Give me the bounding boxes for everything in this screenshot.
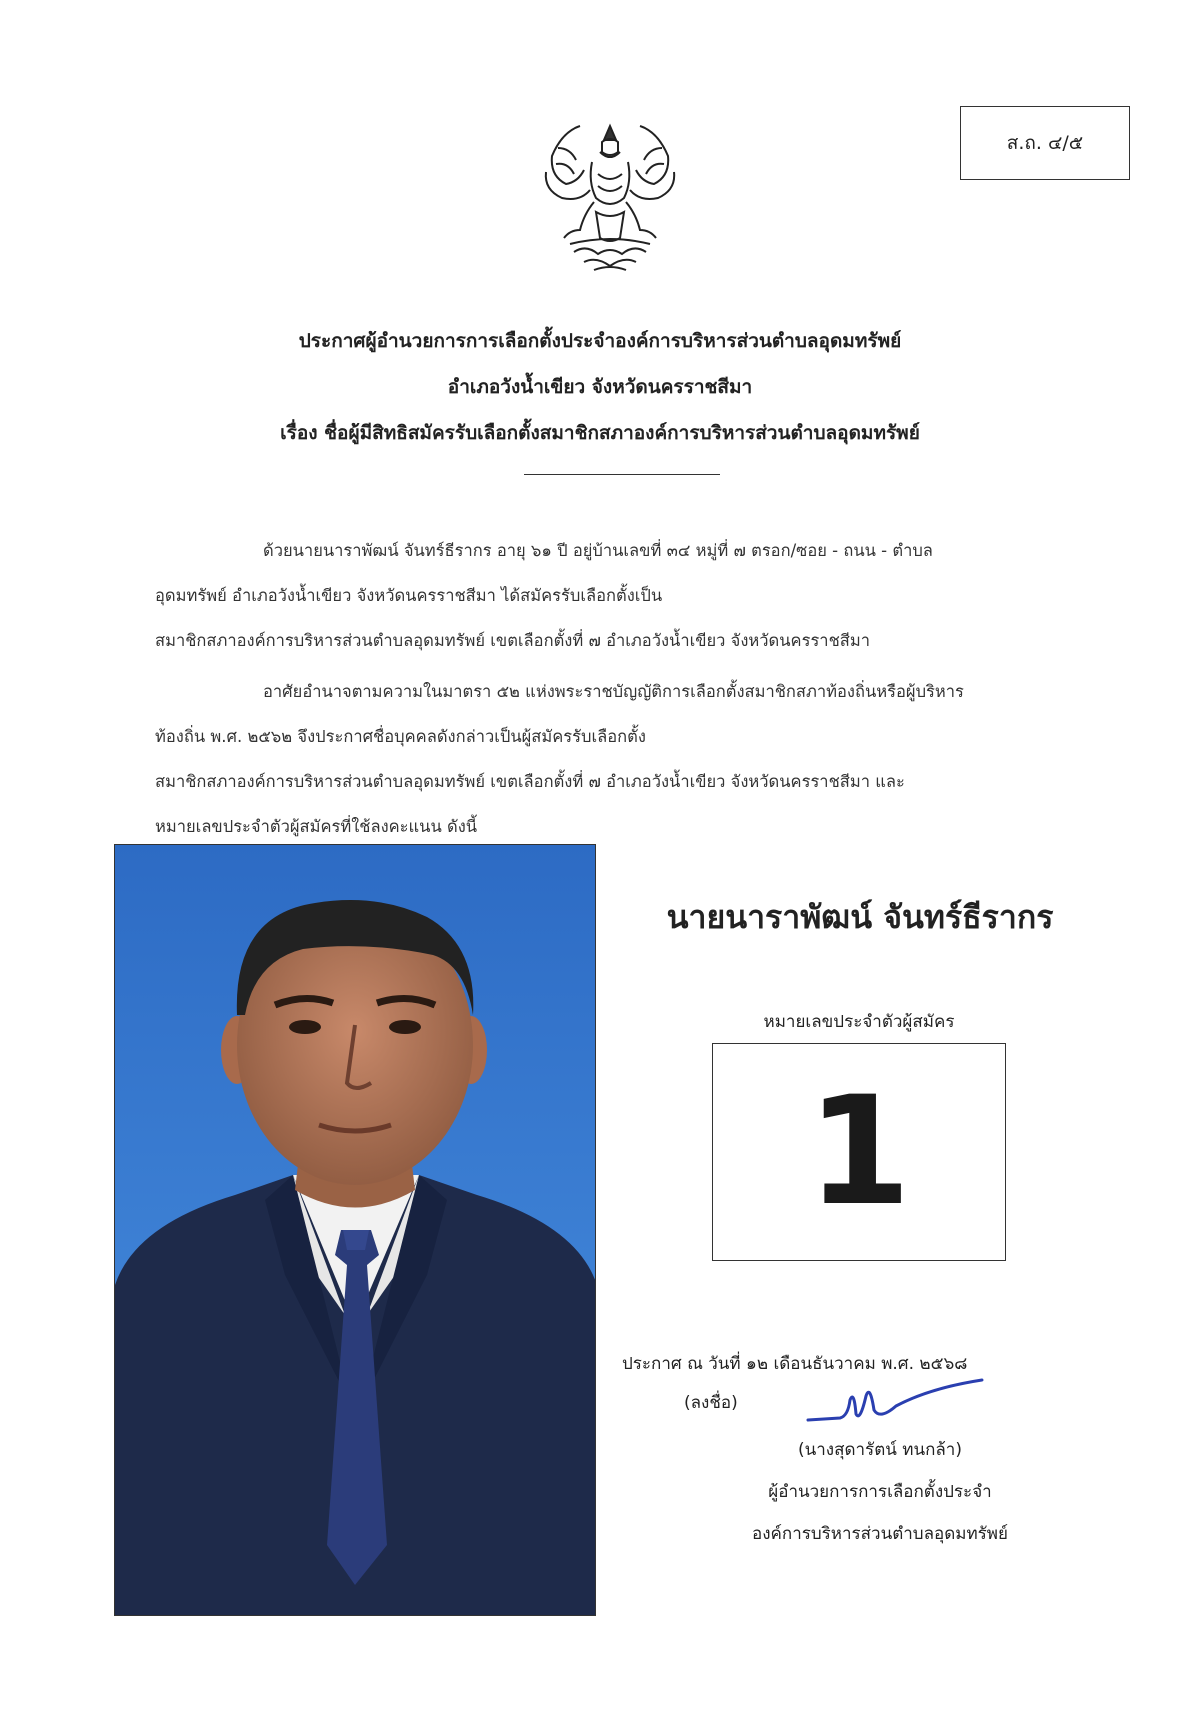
title-divider [524, 474, 720, 475]
title-line-2: อำเภอวังน้ำเขียว จังหวัดนครราชสีมา [447, 376, 753, 398]
garuda-emblem-icon [540, 118, 680, 276]
paragraph-line: อาศัยอำนาจตามความในมาตรา ๕๒ แห่งพระราชบัญญัติการเลือกตั้งสมาชิกสภาท้องถิ่นหรือผู้บริหาร [263, 682, 964, 701]
paragraph-line: สมาชิกสภาองค์การบริหารส่วนตำบลอุดมทรัพย์ เขตเลือกตั้งที่ ๗ อำเภอวังน้ำเขียว จังหวัดนครราชสีมา [155, 631, 870, 650]
paragraph-line: อุดมทรัพย์ อำเภอวังน้ำเขียว จังหวัดนครราชสีมา ได้สมัครรับเลือกตั้งเป็น [155, 586, 663, 605]
candidate-number-box [712, 1043, 1006, 1261]
form-code: ส.ถ. ๔/๕ [1006, 132, 1084, 154]
paragraph-line: ท้องถิ่น พ.ศ. ๒๕๖๒ จึงประกาศชื่อบุคคลดังกล่าวเป็นผู้สมัครรับเลือกตั้ง [155, 727, 646, 746]
candidate-number-label: หมายเลขประจำตัวผู้สมัคร [763, 1012, 955, 1032]
candidate-number: 1 [806, 1065, 912, 1239]
signer-position-line-2: องค์การบริหารส่วนตำบลอุดมทรัพย์ [752, 1524, 1008, 1544]
paragraph-line: ด้วยนายนาราพัฒน์ จันทร์ธีรากร อายุ ๖๑ ปี อยู่บ้านเลขที่ ๓๔ หมู่ที่ ๗ ตรอก/ซอย - ถนน - ตำบล [263, 541, 933, 560]
signature-mark [800, 1370, 990, 1432]
signer-name: (นางสุดารัตน์ ทนกล้า) [798, 1440, 962, 1460]
paragraph-line: สมาชิกสภาองค์การบริหารส่วนตำบลอุดมทรัพย์ เขตเลือกตั้งที่ ๗ อำเภอวังน้ำเขียว จังหวัดนครราชสีมา และ [155, 772, 905, 791]
candidate-portrait-illustration [115, 845, 596, 1616]
announcement-title [100, 318, 1100, 456]
signature-label: (ลงชื่อ) [684, 1393, 738, 1413]
signer-position-line-1: ผู้อำนวยการการเลือกตั้งประจำ [768, 1482, 992, 1502]
candidate-photo [114, 844, 596, 1616]
paragraph-line: หมายเลขประจำตัวผู้สมัครที่ใช้ลงคะแนน ดังนี้ [155, 817, 478, 836]
announcement-date: ประกาศ ณ วันที่ ๑๒ เดือนธันวาคม พ.ศ. ๒๕๖๘ [622, 1354, 968, 1374]
title-line-1: ประกาศผู้อำนวยการการเลือกตั้งประจำองค์การบริหารส่วนตำบลอุดมทรัพย์ [298, 330, 902, 352]
form-code-box [960, 106, 1130, 180]
title-line-3: เรื่อง ชื่อผู้มีสิทธิสมัครรับเลือกตั้งสมาชิกสภาองค์การบริหารส่วนตำบลอุดมทรัพย์ [280, 422, 920, 444]
paragraph-legal-basis [155, 669, 1085, 849]
candidate-name: นายนาราพัฒน์ จันทร์ธีรากร [666, 898, 1054, 936]
paragraph-applicant [155, 528, 1085, 663]
